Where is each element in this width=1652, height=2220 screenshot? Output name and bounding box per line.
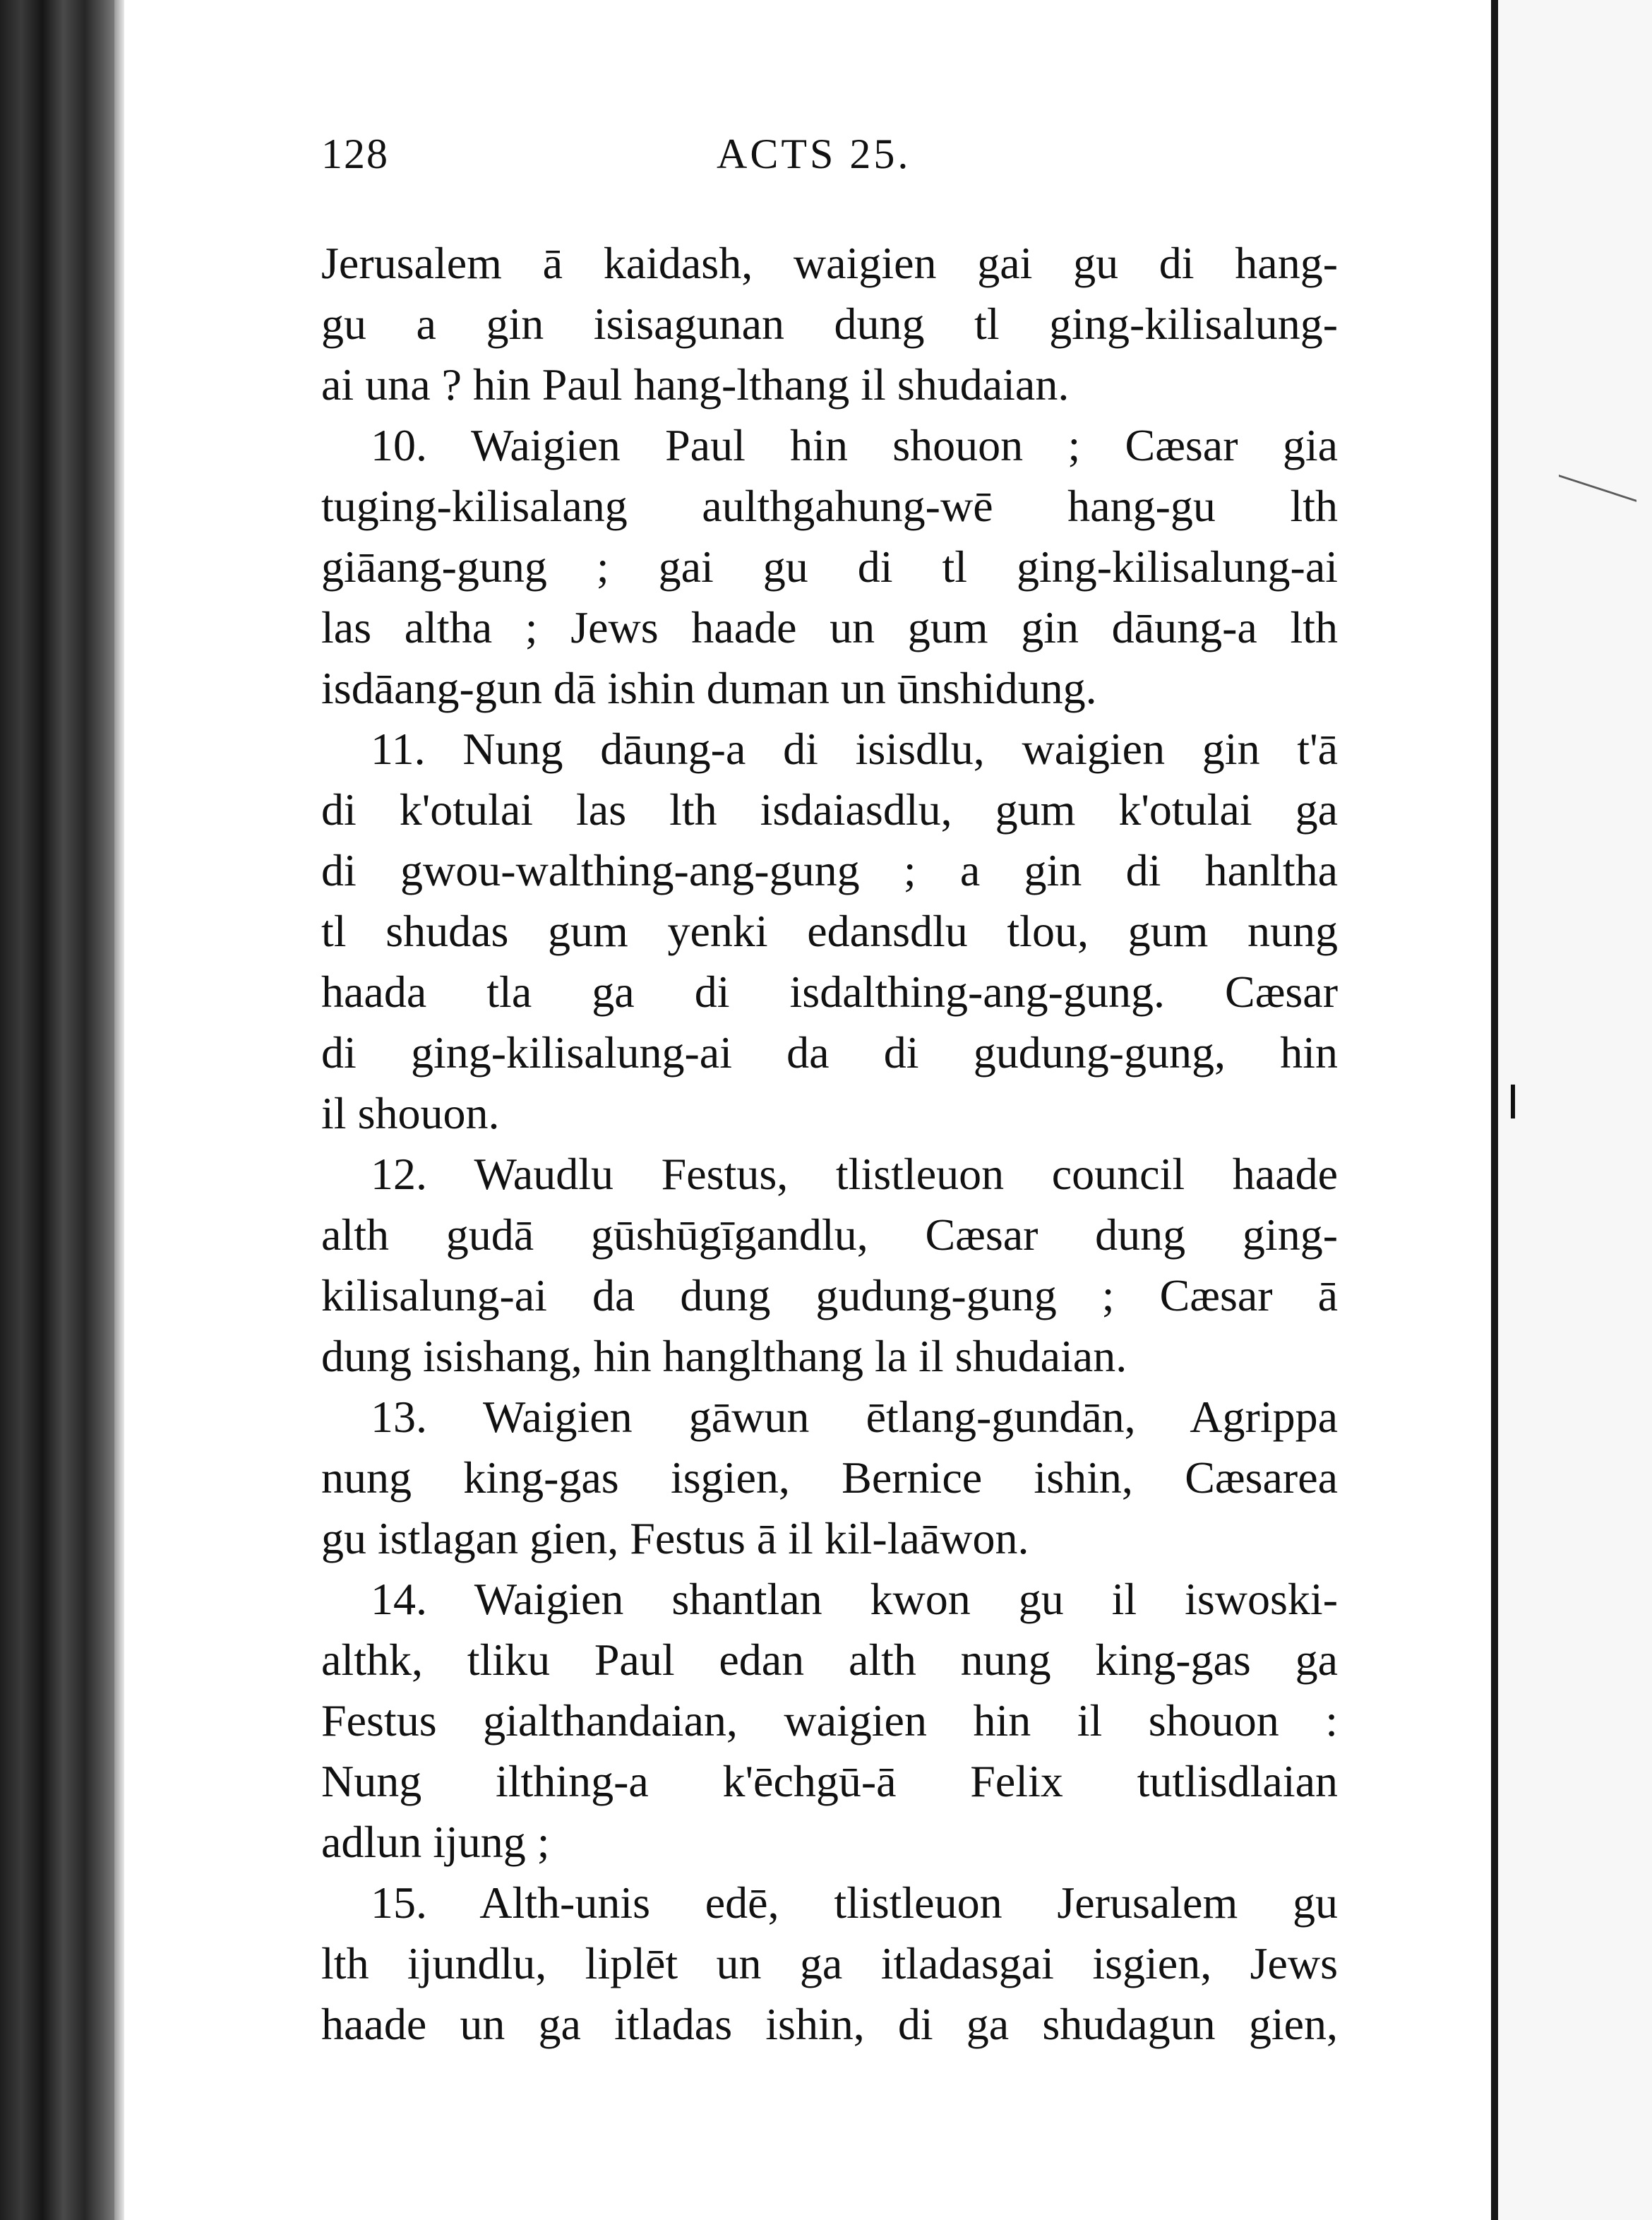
text-line: giāang-gung ; gai gu di tl ging-kilisalung-ai — [321, 542, 1338, 592]
text-line: Jerusalem ā kaidash, waigien gai gu di hang- — [321, 238, 1338, 288]
text-line: di ging-kilisalung-ai da di gudung-gung, hin — [321, 1027, 1338, 1078]
text-line: 10. Waigien Paul hin shouon ; Cæsar gia — [371, 420, 1338, 470]
text-line: ai una ? hin Paul hang-lthang il shudaian. — [321, 359, 1070, 410]
text-line: Nung ilthing-a k'ēchgū-ā Felix tutlisdlaian — [321, 1756, 1338, 1806]
text-line: kilisalung-ai da dung gudung-gung ; Cæsar ā — [321, 1270, 1338, 1320]
text-line: 15. Alth-unis edē, tlistleuon Jerusalem gu — [371, 1878, 1338, 1928]
text-line: haade un ga itladas ishin, di ga shudagun gien, — [321, 1999, 1338, 2049]
body-text — [321, 233, 1338, 2055]
text-line: il shouon. — [321, 1088, 500, 1138]
text-line: di k'otulai las lth isdaiasdlu, gum k'otulai ga — [321, 784, 1338, 835]
page-number: 128 — [321, 131, 389, 177]
right-scan-margin — [1498, 0, 1652, 2220]
text-line: nung king-gas isgien, Bernice ishin, Cæsarea — [321, 1452, 1338, 1503]
page-edge-shadow — [114, 0, 124, 2220]
page-header — [321, 130, 942, 186]
text-line: dung isishang, hin hanglthang la il shudaian. — [321, 1331, 1127, 1381]
text-line: adlun ijung ; — [321, 1817, 550, 1867]
running-head: ACTS 25. — [717, 131, 911, 177]
text-line: Festus gialthandaian, waigien hin il shouon : — [321, 1695, 1338, 1745]
text-line: isdāang-gun dā ishin duman un ūnshidung. — [321, 663, 1097, 713]
text-line: 11. Nung dāung-a di isisdlu, waigien gin t'ā — [371, 724, 1338, 774]
text-line: di gwou-walthing-ang-gung ; a gin di hanltha — [321, 845, 1338, 895]
text-line: althk, tliku Paul edan alth nung king-gas ga — [321, 1635, 1338, 1685]
text-line: haada tla ga di isdalthing-ang-gung. Cæsar — [321, 967, 1338, 1017]
text-line: gu istlagan gien, Festus ā il kil-laāwon. — [321, 1513, 1029, 1563]
book-binding-edge — [0, 0, 114, 2220]
text-line: 14. Waigien shantlan kwon gu il iswoski- — [371, 1574, 1338, 1624]
text-line: 12. Waudlu Festus, tlistleuon council haade — [371, 1149, 1338, 1199]
scan-speck — [1511, 1085, 1515, 1118]
text-line: gu a gin isisagunan dung tl ging-kilisalung- — [321, 299, 1338, 349]
text-line: las altha ; Jews haade un gum gin dāung-a lth — [321, 602, 1338, 652]
right-page-border — [1491, 0, 1498, 2220]
text-line: tuging-kilisalang aulthgahung-wē hang-gu lth — [321, 481, 1338, 531]
text-line: lth ijundlu, liplēt un ga itladasgai isgien, Jews — [321, 1938, 1338, 1988]
text-line: alth gudā gūshūgīgandlu, Cæsar dung ging- — [321, 1210, 1338, 1260]
text-line: tl shudas gum yenki edansdlu tlou, gum nung — [321, 906, 1338, 956]
text-line: 13. Waigien gāwun ētlang-gundān, Agrippa — [371, 1392, 1338, 1442]
